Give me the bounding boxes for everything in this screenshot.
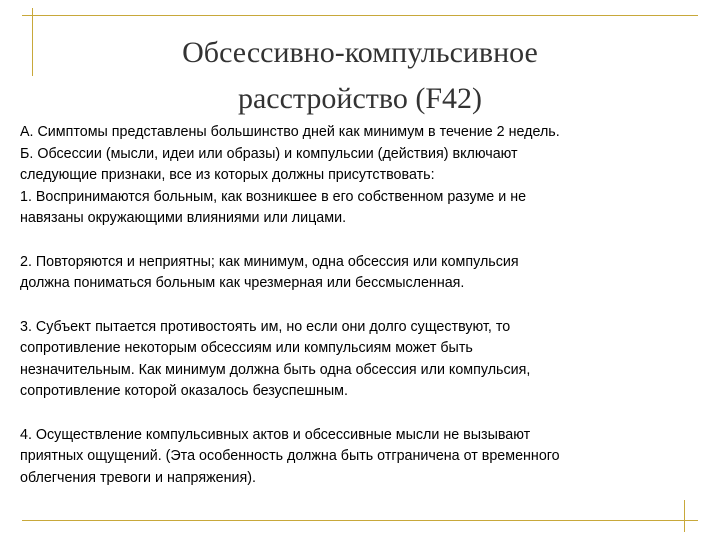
body-line: Б. Обсессии (мысли, идеи или образы) и компульсии (действия) включают <box>20 145 518 162</box>
top-decorative-rule <box>22 15 698 16</box>
body-line: 2. Повторяются и неприятны; как минимум, одна обсессия или компульсия <box>20 253 519 270</box>
body-line: облегчения тревоги и напряжения). <box>20 469 256 486</box>
body-line: сопротивление некоторым обсессиям или компульсиям может быть <box>20 340 473 356</box>
title-line: Обсессивно-компульсивное <box>182 36 538 69</box>
body-line: сопротивление которой оказалось безуспешным. <box>20 383 348 399</box>
title-line: расстройство (F42) <box>237 82 483 115</box>
body-line: 1. Воспринимаются больным, как возникшее в его собственном разуме и не <box>20 188 527 205</box>
paragraph-criterion-4 <box>20 425 710 490</box>
paragraph-criteria-a-b-1 <box>20 122 710 230</box>
body-line: незначительным. Как минимум должна быть одна обсессия или компульсия, <box>20 361 531 378</box>
body-line: приятных ощущений. (Эта особенность должна быть отграничена от временного <box>20 448 560 464</box>
body-line: должна пониматься больным как чрезмерная или бессмысленная. <box>20 275 465 291</box>
paragraph-criterion-3 <box>20 317 710 403</box>
body-line: следующие признаки, все из которых должны присутствовать: <box>20 167 435 183</box>
bottom-decorative-rule <box>22 520 698 521</box>
slide-body <box>20 122 710 511</box>
paragraph-criterion-2 <box>20 252 710 295</box>
body-line: 4. Осуществление компульсивных актов и обсессивные мысли не вызывают <box>20 426 531 443</box>
body-line: А. Симптомы представлены большинство дней как минимум в течение 2 недель. <box>20 124 560 140</box>
left-decorative-rule <box>32 8 33 76</box>
body-line: 3. Субъект пытается противостоять им, но если они долго существуют, то <box>20 318 511 335</box>
body-line: навязаны окружающими влияниями или лицами. <box>20 210 347 226</box>
slide-title <box>60 30 660 122</box>
